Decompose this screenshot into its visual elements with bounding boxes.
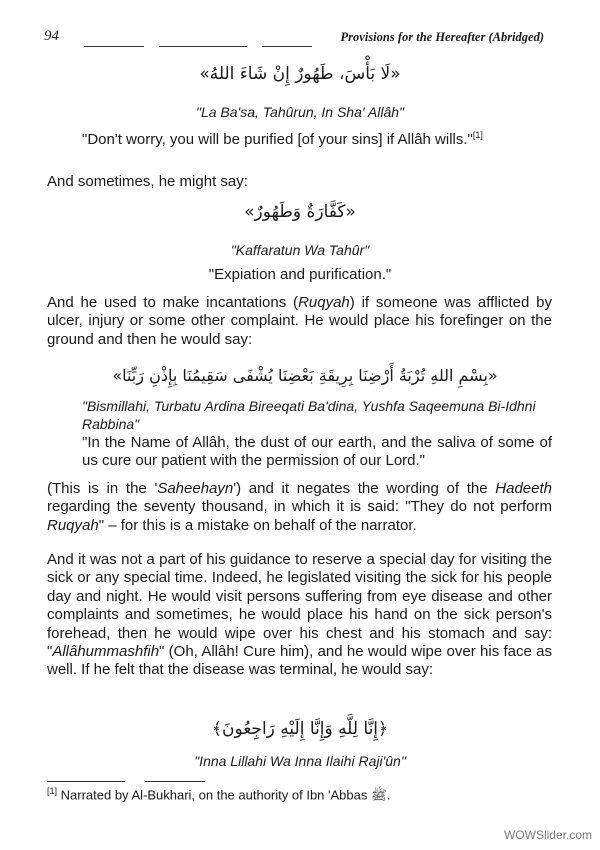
translation-1-text: "Don't worry, you will be purified [of your sins] if Allâh wills." xyxy=(82,131,473,148)
running-title: Provisions for the Hereafter (Abridged) xyxy=(340,30,544,44)
arabic-quote-4: ﴿إِنَّا لِلَّهِ وَإِنَّا إِلَيْهِ رَاجِعُونَ﴾ xyxy=(212,719,388,739)
footnote-ref[interactable]: [1] xyxy=(472,130,483,140)
term-ruqyah: Ruqyah xyxy=(298,294,350,311)
translation-3: "In the Name of Allâh, the dust of our earth, and the saliva of some of us cure our patient with the permission of our Lord." xyxy=(82,434,552,470)
watermark: WOWSlider.com xyxy=(503,828,592,842)
header-rule xyxy=(84,46,144,47)
paragraph-3-text: ') and it negates the wording of the xyxy=(233,480,496,497)
footnote-marker: [1] xyxy=(47,786,58,796)
footnote-rule xyxy=(145,781,205,782)
term-allahummashfih: Allâhummashfih xyxy=(52,643,160,661)
paragraph-3 xyxy=(47,480,552,535)
transliteration-2: "Kaffaratun Wa Tahûr" xyxy=(230,242,370,258)
footnote xyxy=(47,786,390,806)
arabic-quote-2: «كَفَّارَةٌ وَطَهُورٌ» xyxy=(244,202,356,222)
translation-2: "Expiation and purification." xyxy=(208,266,392,283)
page-header xyxy=(44,28,544,50)
footnote-text: Narrated by Al-Bukhari, on the authority of Ibn 'Abbas ﷺ. xyxy=(60,787,391,803)
arabic-quote-1: «لَا بَأْسَ، طَهُورٌ إِنْ شَاءَ اللهُ» xyxy=(199,64,401,84)
paragraph-4-text: " (Oh, Allâh! Cure him), and he would wipe over his face as well. If he felt that the disease was terminal, he would say: xyxy=(47,643,552,679)
footnote-rule xyxy=(47,781,125,782)
header-rule xyxy=(262,46,312,47)
paragraph-4-text: And it was not a part of his guidance to reserve a special day for visiting the sick or any special time. Indeed, he legislated visiting the sick for his people day and night. He would visit persons suffering from eye disease and other complaints and sometimes, he would place his hand on the sick person's forehead, then he would wipe over his chest and his stomach and say: " xyxy=(47,551,552,661)
paragraph-3-text: (This is in the ' xyxy=(47,480,158,497)
term-ruqyah: Ruqyah xyxy=(47,516,99,534)
paragraph-3-text: " – for this is a mistake on behalf of the narrator. xyxy=(98,516,417,534)
transliteration-1: "La Ba'sa, Tahûrun, In Sha' Allâh" xyxy=(195,104,405,120)
paragraph-2-text: And he used to make incantations ( xyxy=(47,294,299,311)
transliteration-3: "Bismillahi, Turbatu Ardina Bireeqati Ba'dina, Yushfa Saqeemuna Bi-Idhni Rabbina" xyxy=(82,398,536,432)
paragraph-3-text: regarding the seventy thousand, in which it is said: "They do not perform xyxy=(47,498,552,516)
paragraph-4 xyxy=(47,551,552,680)
transliteration-4: "Inna Lillahi Wa Inna Ilaihi Raji'ûn" xyxy=(194,753,406,769)
term-saheehayn: Saheehayn xyxy=(157,480,234,497)
term-hadeeth: Hadeeth xyxy=(495,480,552,497)
arabic-quote-3: «بِسْمِ اللهِ تُرْبَةُ أَرْضِنَا بِرِيقَةِ بَعْضِنَا يُشْفَى سَقِيمُنَا بِإِذْنِ رَبِّنَا» xyxy=(112,366,498,385)
paragraph-2 xyxy=(47,294,552,349)
translation-1 xyxy=(82,126,552,149)
paragraph-2-text: ) if someone was afflicted by ulcer, injury or some other complaint. He would place his forefinger on the ground and then he would say: xyxy=(47,294,552,348)
paragraph-1: And sometimes, he might say: xyxy=(47,173,248,190)
page-number: 94 xyxy=(44,28,59,44)
header-rule xyxy=(159,46,247,47)
